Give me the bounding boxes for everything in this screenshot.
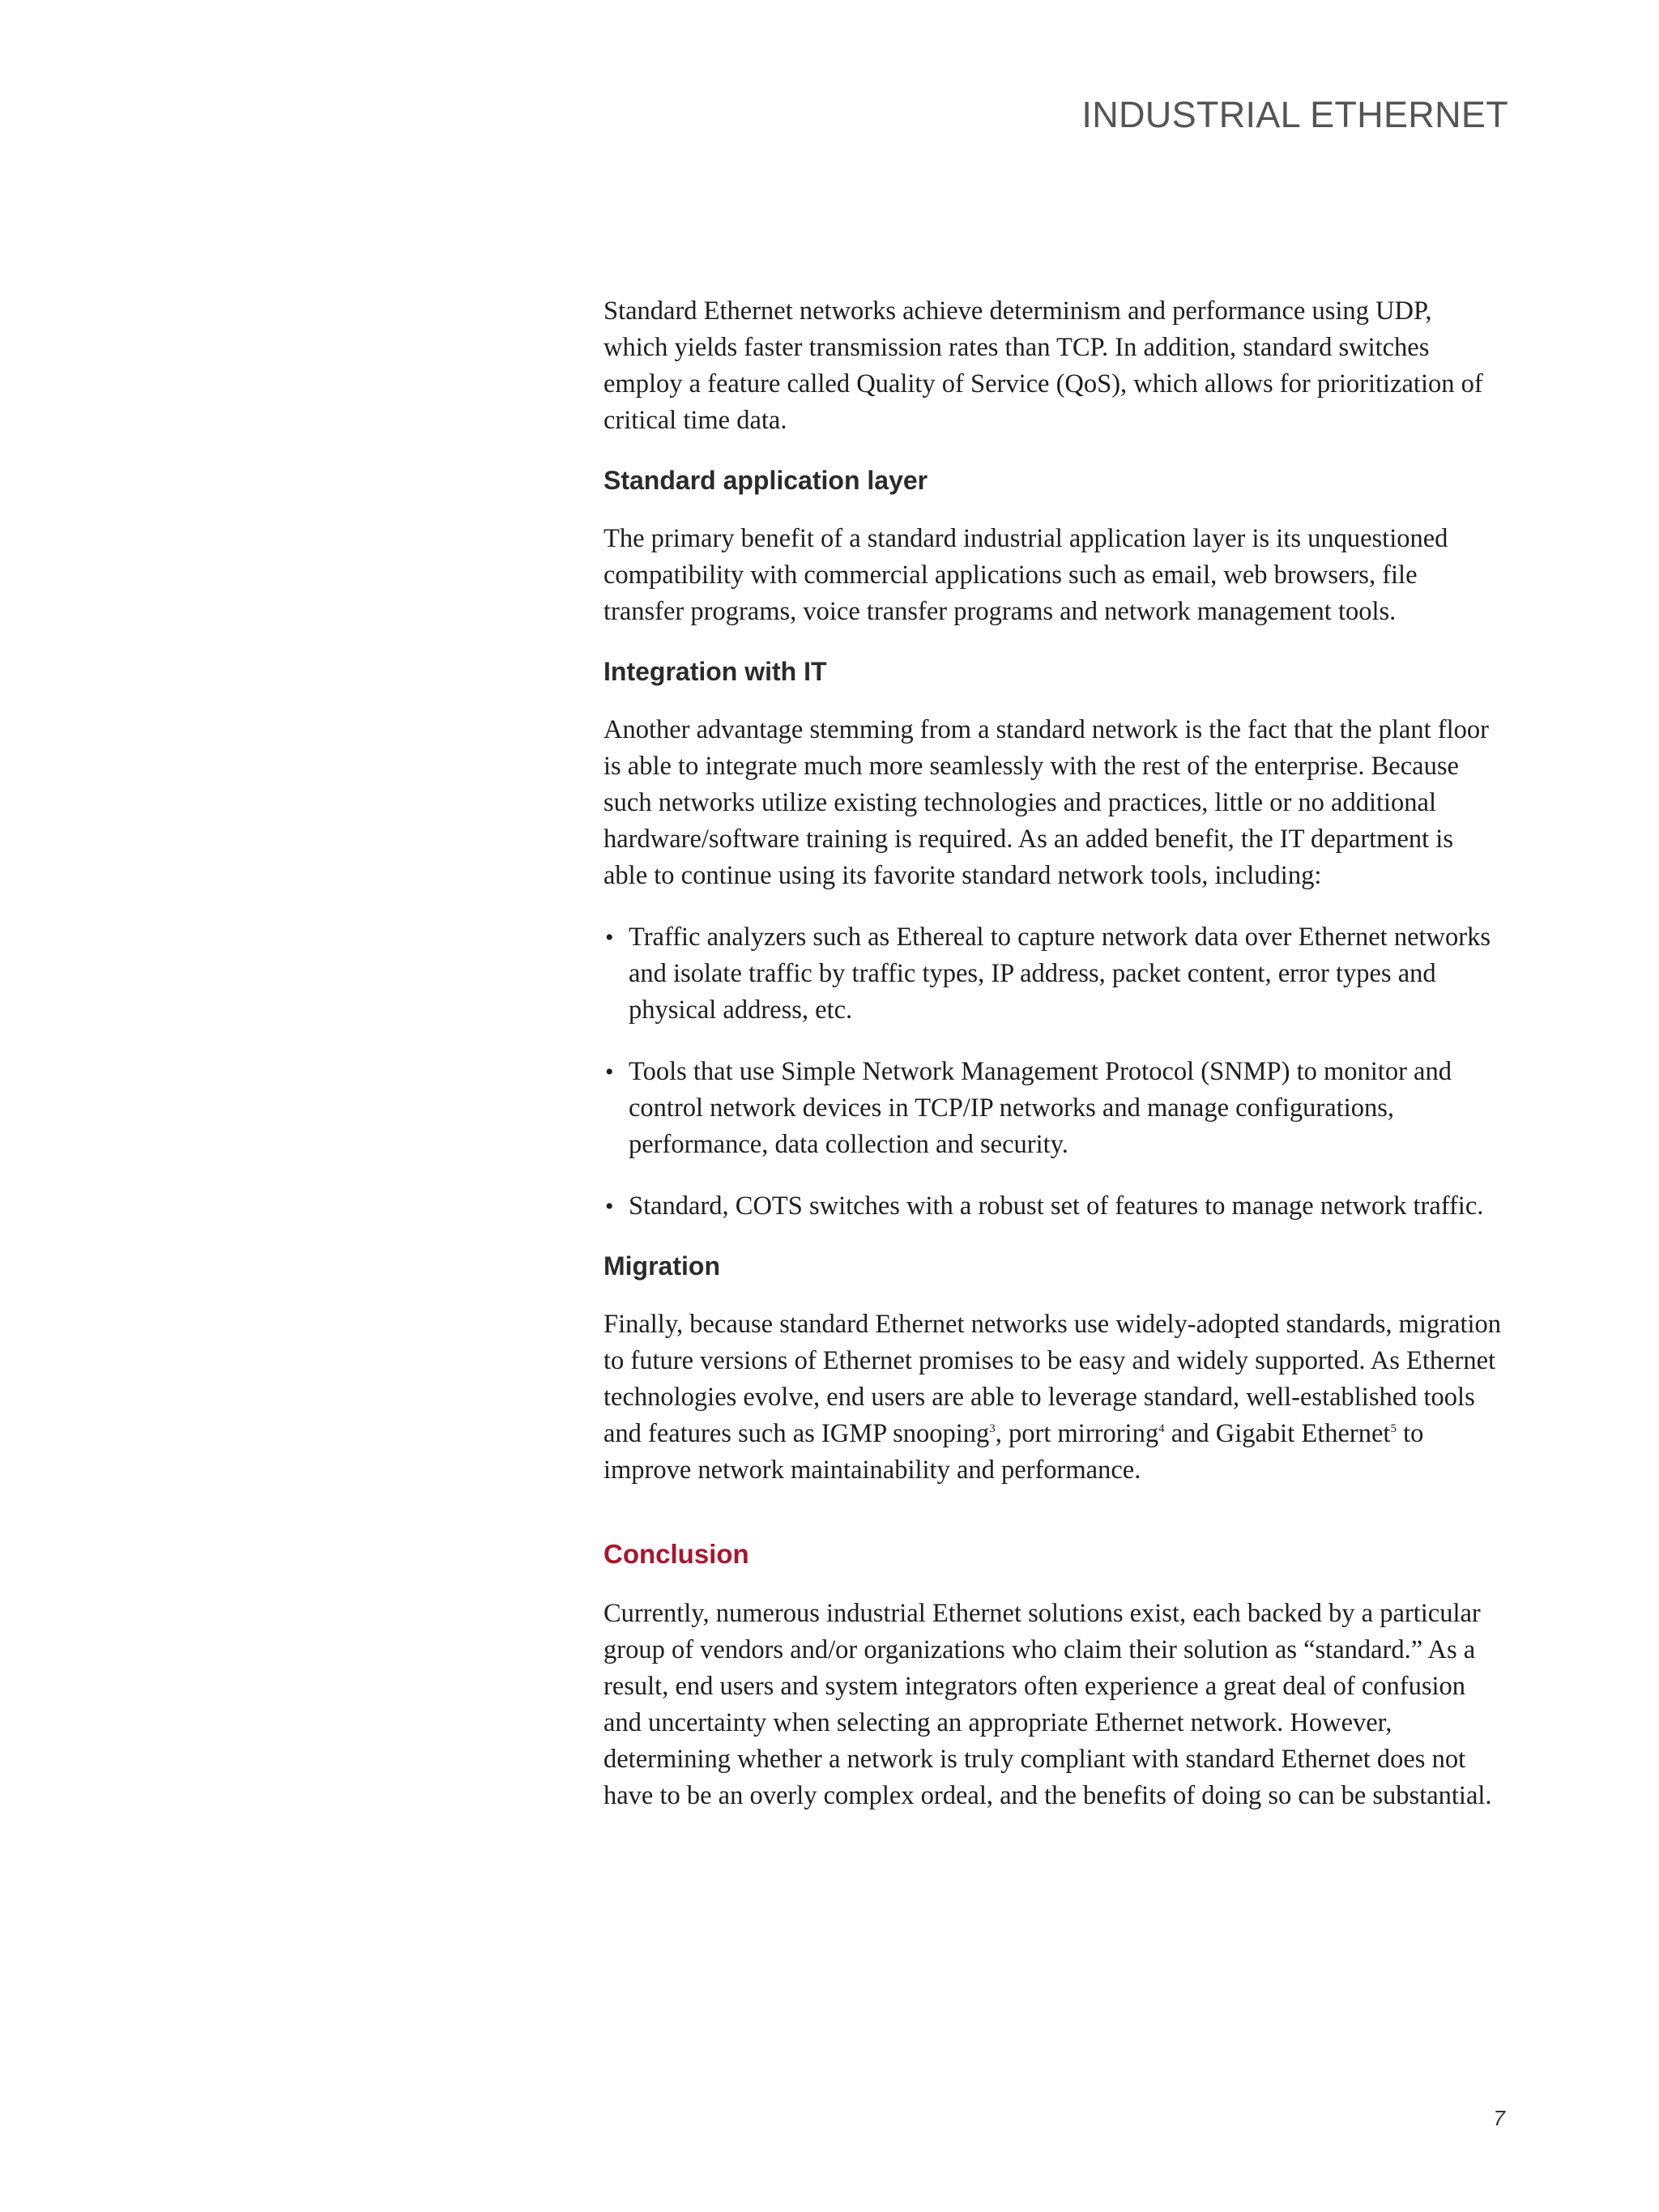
bullet-icon: • (605, 1193, 614, 1220)
footnote-ref-5: 5 (1390, 1422, 1397, 1436)
conclusion-paragraph: Currently, numerous industrial Ethernet solutions exist, each backed by a particular group of vendors and/or organizations who claim their solution as “standard.” As a result, end users and system integrators often experience a great deal of confusion and uncertainty when selecting an appropriate Ethernet network. However, determining whether a network is truly compliant with standard Ethernet does not have to be an overly complex ordeal, and the benefits of doing so can be substantial. (603, 1599, 1492, 1810)
heading-conclusion: Conclusion (603, 1539, 749, 1569)
heading-integration-with-it: Integration with IT (603, 657, 827, 686)
heading-standard-application-layer: Standard application layer (603, 466, 928, 495)
migration-text-1: Finally, because standard Ethernet networks use widely-adopted standards, migration to future versions of Ethernet promises to be easy and widely supported. As Ethernet technologies evolve, end users are able to leverage standard, well-established tools and features such as IGMP snooping (603, 1310, 1501, 1448)
heading-migration: Migration (603, 1251, 720, 1281)
application-layer-paragraph: The primary benefit of a standard industrial application layer is its unquestioned compatibility with commercial applications such as email, web browsers, file transfer programs, voice transfer programs and network management tools. (603, 524, 1448, 626)
migration-text-3: and Gigabit Ethernet (1164, 1419, 1391, 1448)
intro-paragraph: Standard Ethernet networks achieve determinism and performance using UDP, which yields faster transmission rates than TCP. In addition, standard switches employ a feature called Quality of Service (QoS), which allows for prioritization of critical time data. (603, 296, 1483, 435)
migration-text-2: , port mirroring (995, 1419, 1159, 1448)
bullet-icon: • (605, 924, 614, 951)
list-item (603, 1054, 1503, 1163)
bullet-icon: • (605, 1059, 614, 1085)
migration-paragraph (603, 1306, 1503, 1489)
footnote-ref-4: 4 (1158, 1422, 1165, 1436)
footnote-ref-3: 3 (989, 1422, 996, 1436)
it-tools-list (603, 919, 1503, 1225)
integration-paragraph: Another advantage stemming from a standard network is the fact that the plant floor is able to integrate much more seamlessly with the rest of the enterprise. Because such networks utilize existing technologies and practices, little or no additional hardware/software training is required. As an added benefit, the IT department is able to continue using its favorite standard network tools, including: (603, 715, 1489, 890)
page-number: 7 (1493, 2106, 1505, 2130)
running-header: INDUSTRIAL ETHERNET (1081, 94, 1508, 135)
list-item-text: Tools that use Simple Network Management Protocol (SNMP) to monitor and control network devices in TCP/IP networks and manage configurations, performance, data collection and security. (629, 1057, 1452, 1159)
migration-text-4: to improve network maintainability and performance. (603, 1419, 1424, 1485)
list-item-text: Traffic analyzers such as Ethereal to capture network data over Ethernet networks and isolate traffic by traffic types, IP address, packet content, error types and physical address, etc. (629, 923, 1491, 1025)
main-content (603, 293, 1503, 1839)
list-item (603, 919, 1503, 1029)
list-item-text: Standard, COTS switches with a robust set of features to manage network traffic. (629, 1191, 1484, 1221)
list-item (603, 1188, 1503, 1225)
